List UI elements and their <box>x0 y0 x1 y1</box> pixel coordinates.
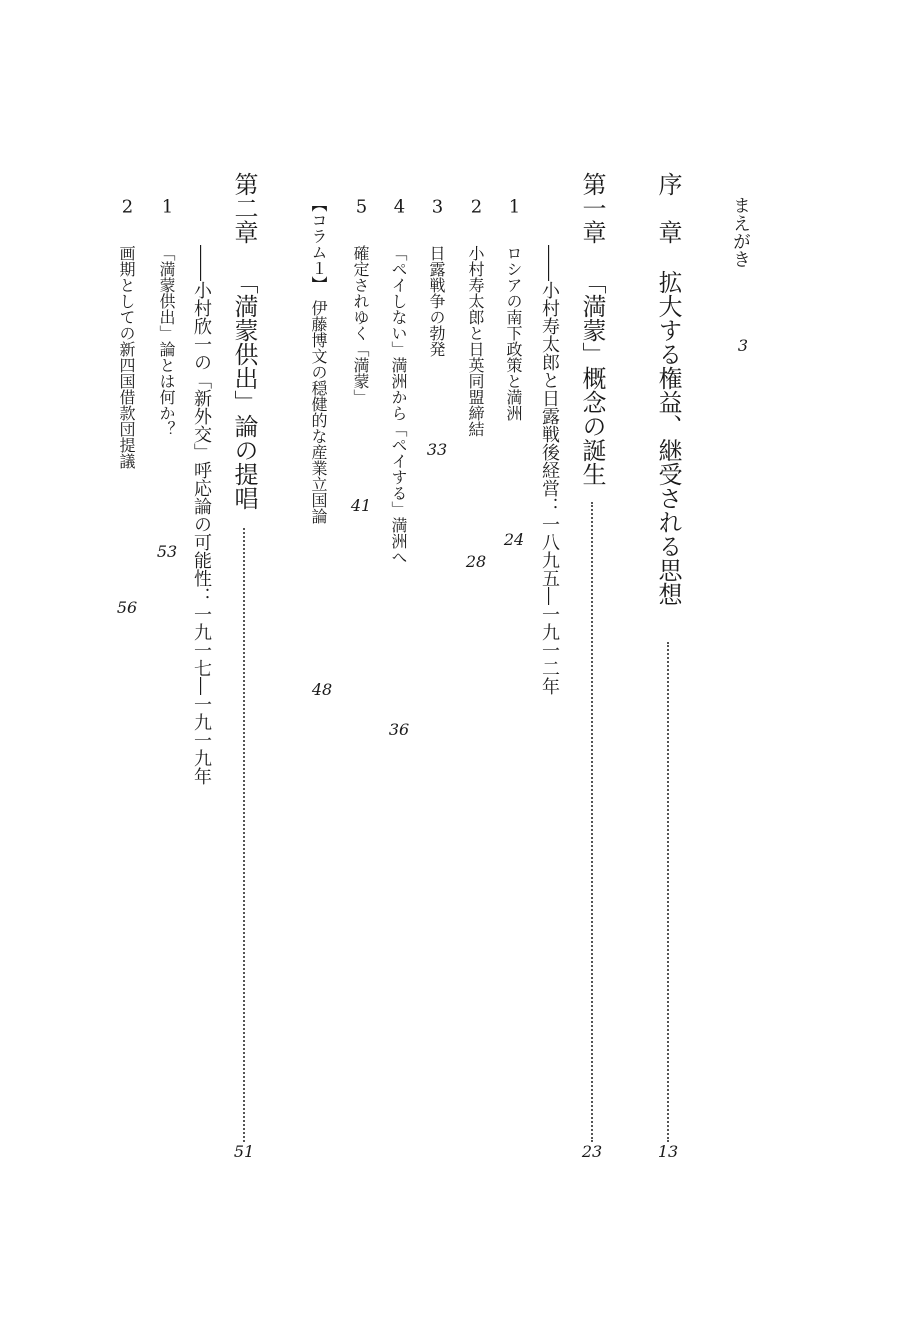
ch2-subtitle: ――小村欣一の「新外交」呼応論の可能性：一九一七―一九一九年 <box>191 245 212 785</box>
ch1-column-title[interactable]: 伊藤博文の穏健的な産業立国論 <box>309 300 328 524</box>
ch2-sec2-num: 2 <box>121 198 134 216</box>
ch2-page: 51 <box>233 1142 255 1161</box>
josho-title[interactable]: 拡大する権益、継受される思想 <box>654 270 682 606</box>
ch1-sec5-page: 41 <box>350 496 372 515</box>
ch1-label: 第一章 <box>578 172 606 244</box>
ch2-title[interactable]: 「満蒙供出」論の提唱 <box>230 270 258 510</box>
ch1-subtitle: ――小村寿太郎と日露戦後経営：一八九五―一九一二年 <box>539 245 560 695</box>
ch2-sec1-title[interactable]: 「満蒙供出」論とは何か？ <box>157 245 176 437</box>
ch1-sec4-page: 36 <box>388 720 410 739</box>
maegaki-title[interactable]: まえがき <box>730 196 751 268</box>
ch1-sec1-title[interactable]: ロシアの南下政策と満洲 <box>504 245 523 421</box>
ch1-sec1-num: 1 <box>508 198 521 216</box>
ch1-sec2-page: 28 <box>465 552 487 571</box>
ch1-sec2-num: 2 <box>470 198 483 216</box>
ch1-column-label: 【コラム１】 <box>309 196 328 292</box>
ch1-sec3-page: 33 <box>426 440 448 459</box>
ch1-sec3-title[interactable]: 日露戦争の勃発 <box>427 245 446 357</box>
ch1-sec2-title[interactable]: 小村寿太郎と日英同盟締結 <box>466 245 485 437</box>
ch1-page: 23 <box>581 1142 603 1161</box>
ch1-column-page: 48 <box>311 680 333 699</box>
ch1-leader <box>591 502 593 1142</box>
josho-label: 序 章 <box>654 172 682 244</box>
ch1-sec3-num: 3 <box>431 198 444 216</box>
ch1-sec5-title[interactable]: 確定されゆく「満蒙」 <box>351 245 370 405</box>
ch2-sec1-num: 1 <box>161 198 174 216</box>
josho-page: 13 <box>657 1142 679 1161</box>
ch2-label: 第二章 <box>230 172 258 244</box>
ch1-sec5-num: 5 <box>355 198 368 216</box>
josho-leader <box>667 642 669 1142</box>
maegaki-page: 3 <box>737 336 749 355</box>
ch2-sec2-page: 56 <box>116 598 138 617</box>
ch1-sec1-page: 24 <box>503 530 525 549</box>
ch2-leader <box>243 528 245 1142</box>
ch1-sec4-num: 4 <box>393 198 406 216</box>
ch1-sec4-title[interactable]: 「ペイしない」満洲から「ペイする」満洲へ <box>389 245 408 565</box>
ch2-sec1-page: 53 <box>156 542 178 561</box>
ch1-title[interactable]: 「満蒙」概念の誕生 <box>578 270 606 486</box>
ch2-sec2-title[interactable]: 画期としての新四国借款団提議 <box>117 245 136 469</box>
